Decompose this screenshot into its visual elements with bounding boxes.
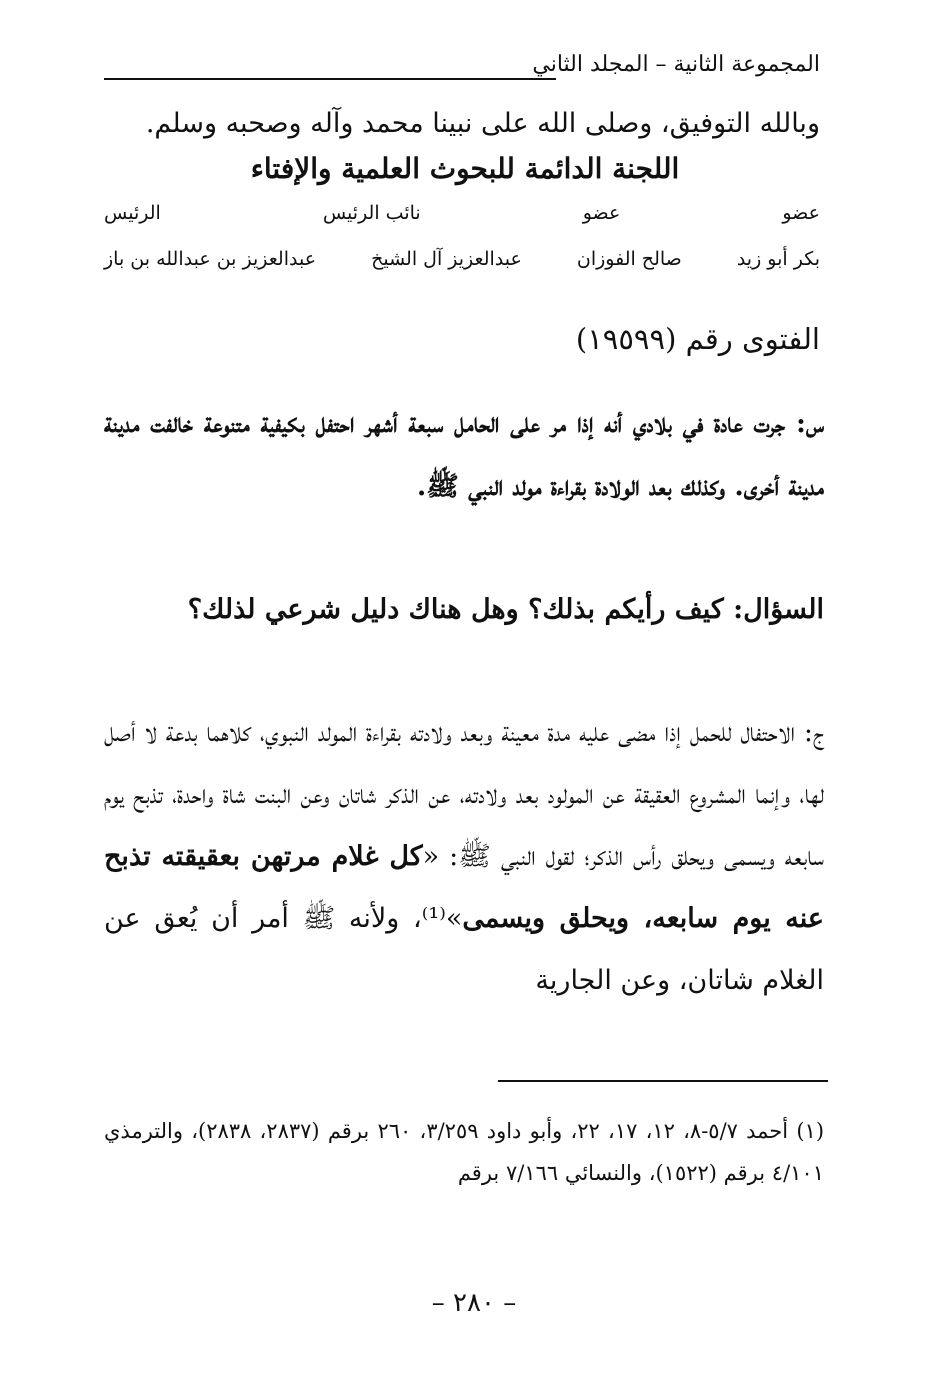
- header-rule: [104, 78, 556, 80]
- hadith-quote: كل غلام مرتهن بعقيقته تذبح عنه يوم سابعه، ويحلق ويسمى: [104, 841, 824, 934]
- committee-name: اللجنة الدائمة للبحوث العلمية والإفتاء: [250, 152, 680, 185]
- signatory-name: عبدالعزيز بن عبدالله بن باز: [104, 248, 317, 270]
- signatory-name: عبدالعزيز آل الشيخ: [371, 248, 522, 270]
- answer-part-2: »⁽¹⁾، ولأنه ﷺ أمر أن يُعق عن الغلام شاتان، وعن الجارية: [104, 903, 824, 996]
- footnote: (١) أحمد ٥/٧-٨، ١٢، ١٧، ٢٢، وأبو داود ٣/٢٥٩، ٢٦٠ برقم (٢٨٣٧، ٢٨٣٨)، والترمذي ٤/١٠١ برقم (١٥٢٢)، والنسائي ٧/١٦٦ برقم: [104, 1119, 825, 1185]
- closing-line: وبالله التوفيق، وصلى الله على نبينا محمد وآله وصحبه وسلم.: [145, 108, 820, 139]
- signatory-names: [104, 248, 820, 270]
- signatory-titles: [104, 202, 820, 224]
- fatwa-number: الفتوى رقم (١٩٥٩٩): [575, 322, 820, 356]
- footnote-rule: [498, 1080, 828, 1082]
- signatory-title: عضو: [582, 202, 621, 224]
- signatory-title: عضو: [782, 202, 820, 224]
- question-text: س: جرت عادة في بلادي أنه إذا مر على الحامل سبعة أشهر احتفل بكيفية متنوعة خالفت مدينة مدينة أخرى. وكذلك بعد الولادة بقراءة مولد النبي ﷺ.: [104, 408, 824, 502]
- signatory-name: صالح الفوزان: [576, 248, 682, 270]
- question-followup: السؤال: كيف رأيكم بذلك؟ وهل هناك دليل شرعي لذلك؟: [187, 594, 824, 625]
- signatory-title: نائب الرئيس: [322, 202, 421, 224]
- answer-text: [104, 702, 824, 1012]
- signatory-name: بكر أبو زيد: [736, 248, 820, 270]
- signatory-title: الرئيس: [104, 202, 161, 224]
- running-header: المجموعة الثانية – المجلد الثاني: [532, 52, 820, 77]
- page-number: – ٢٨٠ –: [431, 1288, 517, 1318]
- answer-part-1: ج: الاحتفال للحمل إذا مضى عليه مدة معينة وبعد ولادته بقراءة المولد النبوي، كلاهما بدعة لا أصل لها، وإنما المشروع العقيقة عن المولود بعد ولادته، عن الذكر شاتان وعن البنت شاة واحدة، تذبح يوم سابعه ويسمى ويحلق رأس الذكر؛ لقول النبي ﷺ: «: [104, 717, 824, 872]
